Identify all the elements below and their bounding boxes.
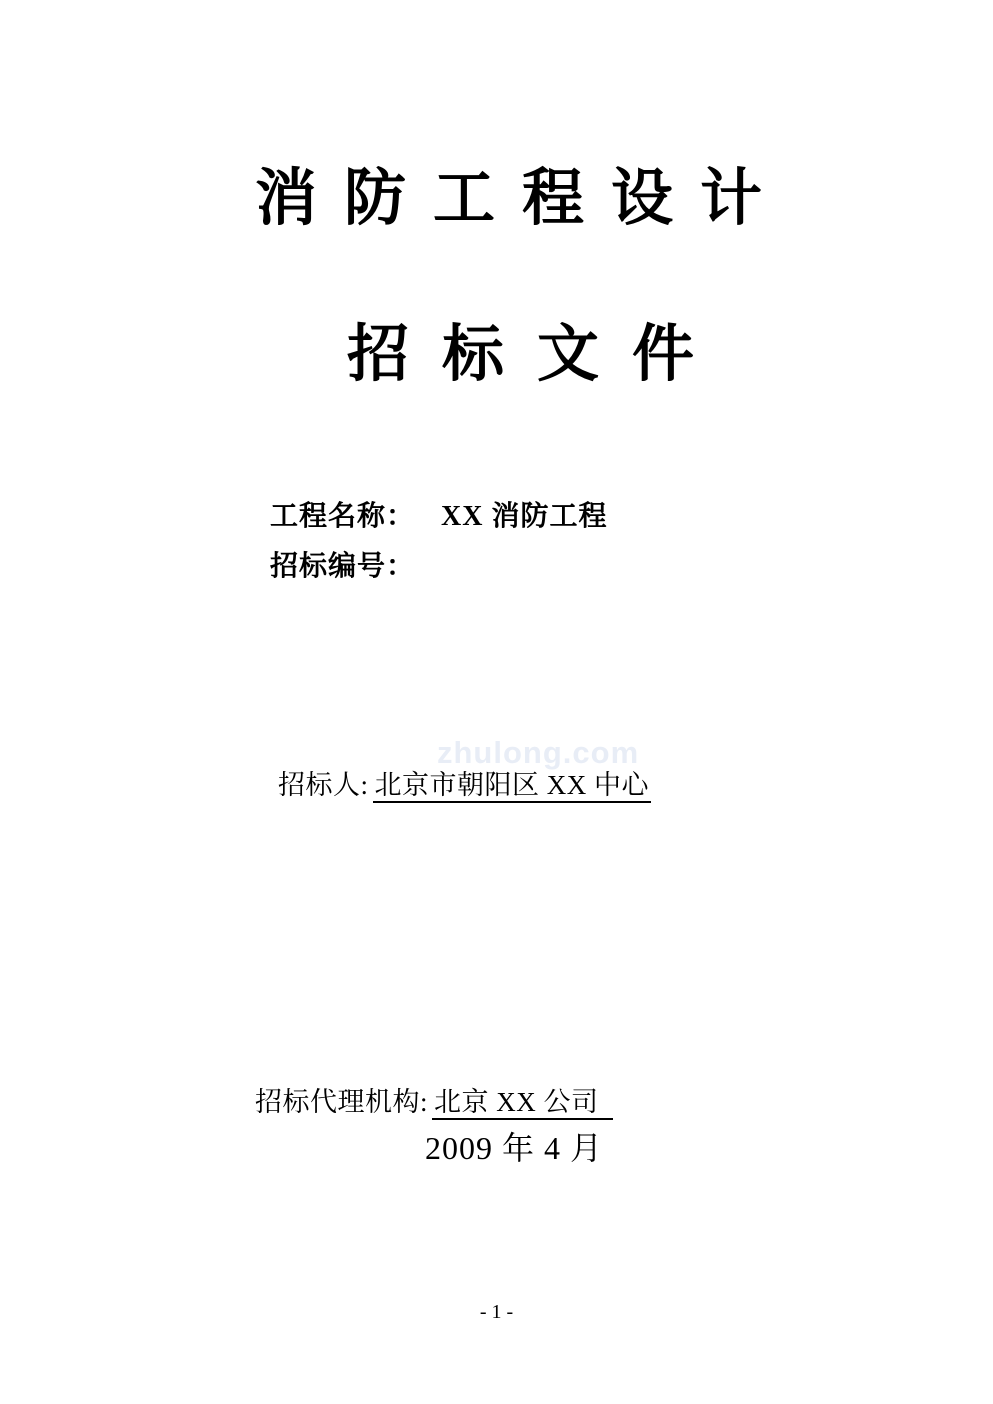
doc-title-line-1: 消防工程设计 xyxy=(255,165,790,233)
project-name-label: 工程名称： xyxy=(270,501,416,532)
watermark: zhulong.com xyxy=(437,735,640,770)
bidder-row xyxy=(278,772,651,803)
project-name-row xyxy=(270,503,607,531)
bidder-value: 北京市朝阳区 XX 中心 xyxy=(373,772,652,803)
agency-row xyxy=(255,1089,613,1120)
agency-label: 招标代理机构: xyxy=(255,1087,429,1117)
bidder-label: 招标人: xyxy=(278,770,369,800)
agency-value: 北京 XX 公司 xyxy=(432,1089,613,1120)
page-number: - 1 - xyxy=(479,1301,514,1323)
doc-title-line-2: 招标文件 xyxy=(347,321,728,389)
date-line: 2009 年 4 月 xyxy=(425,1130,604,1166)
bid-number-row xyxy=(270,553,433,581)
bid-number-label: 招标编号： xyxy=(270,551,416,582)
project-name-value: XX 消防工程 xyxy=(441,501,608,532)
